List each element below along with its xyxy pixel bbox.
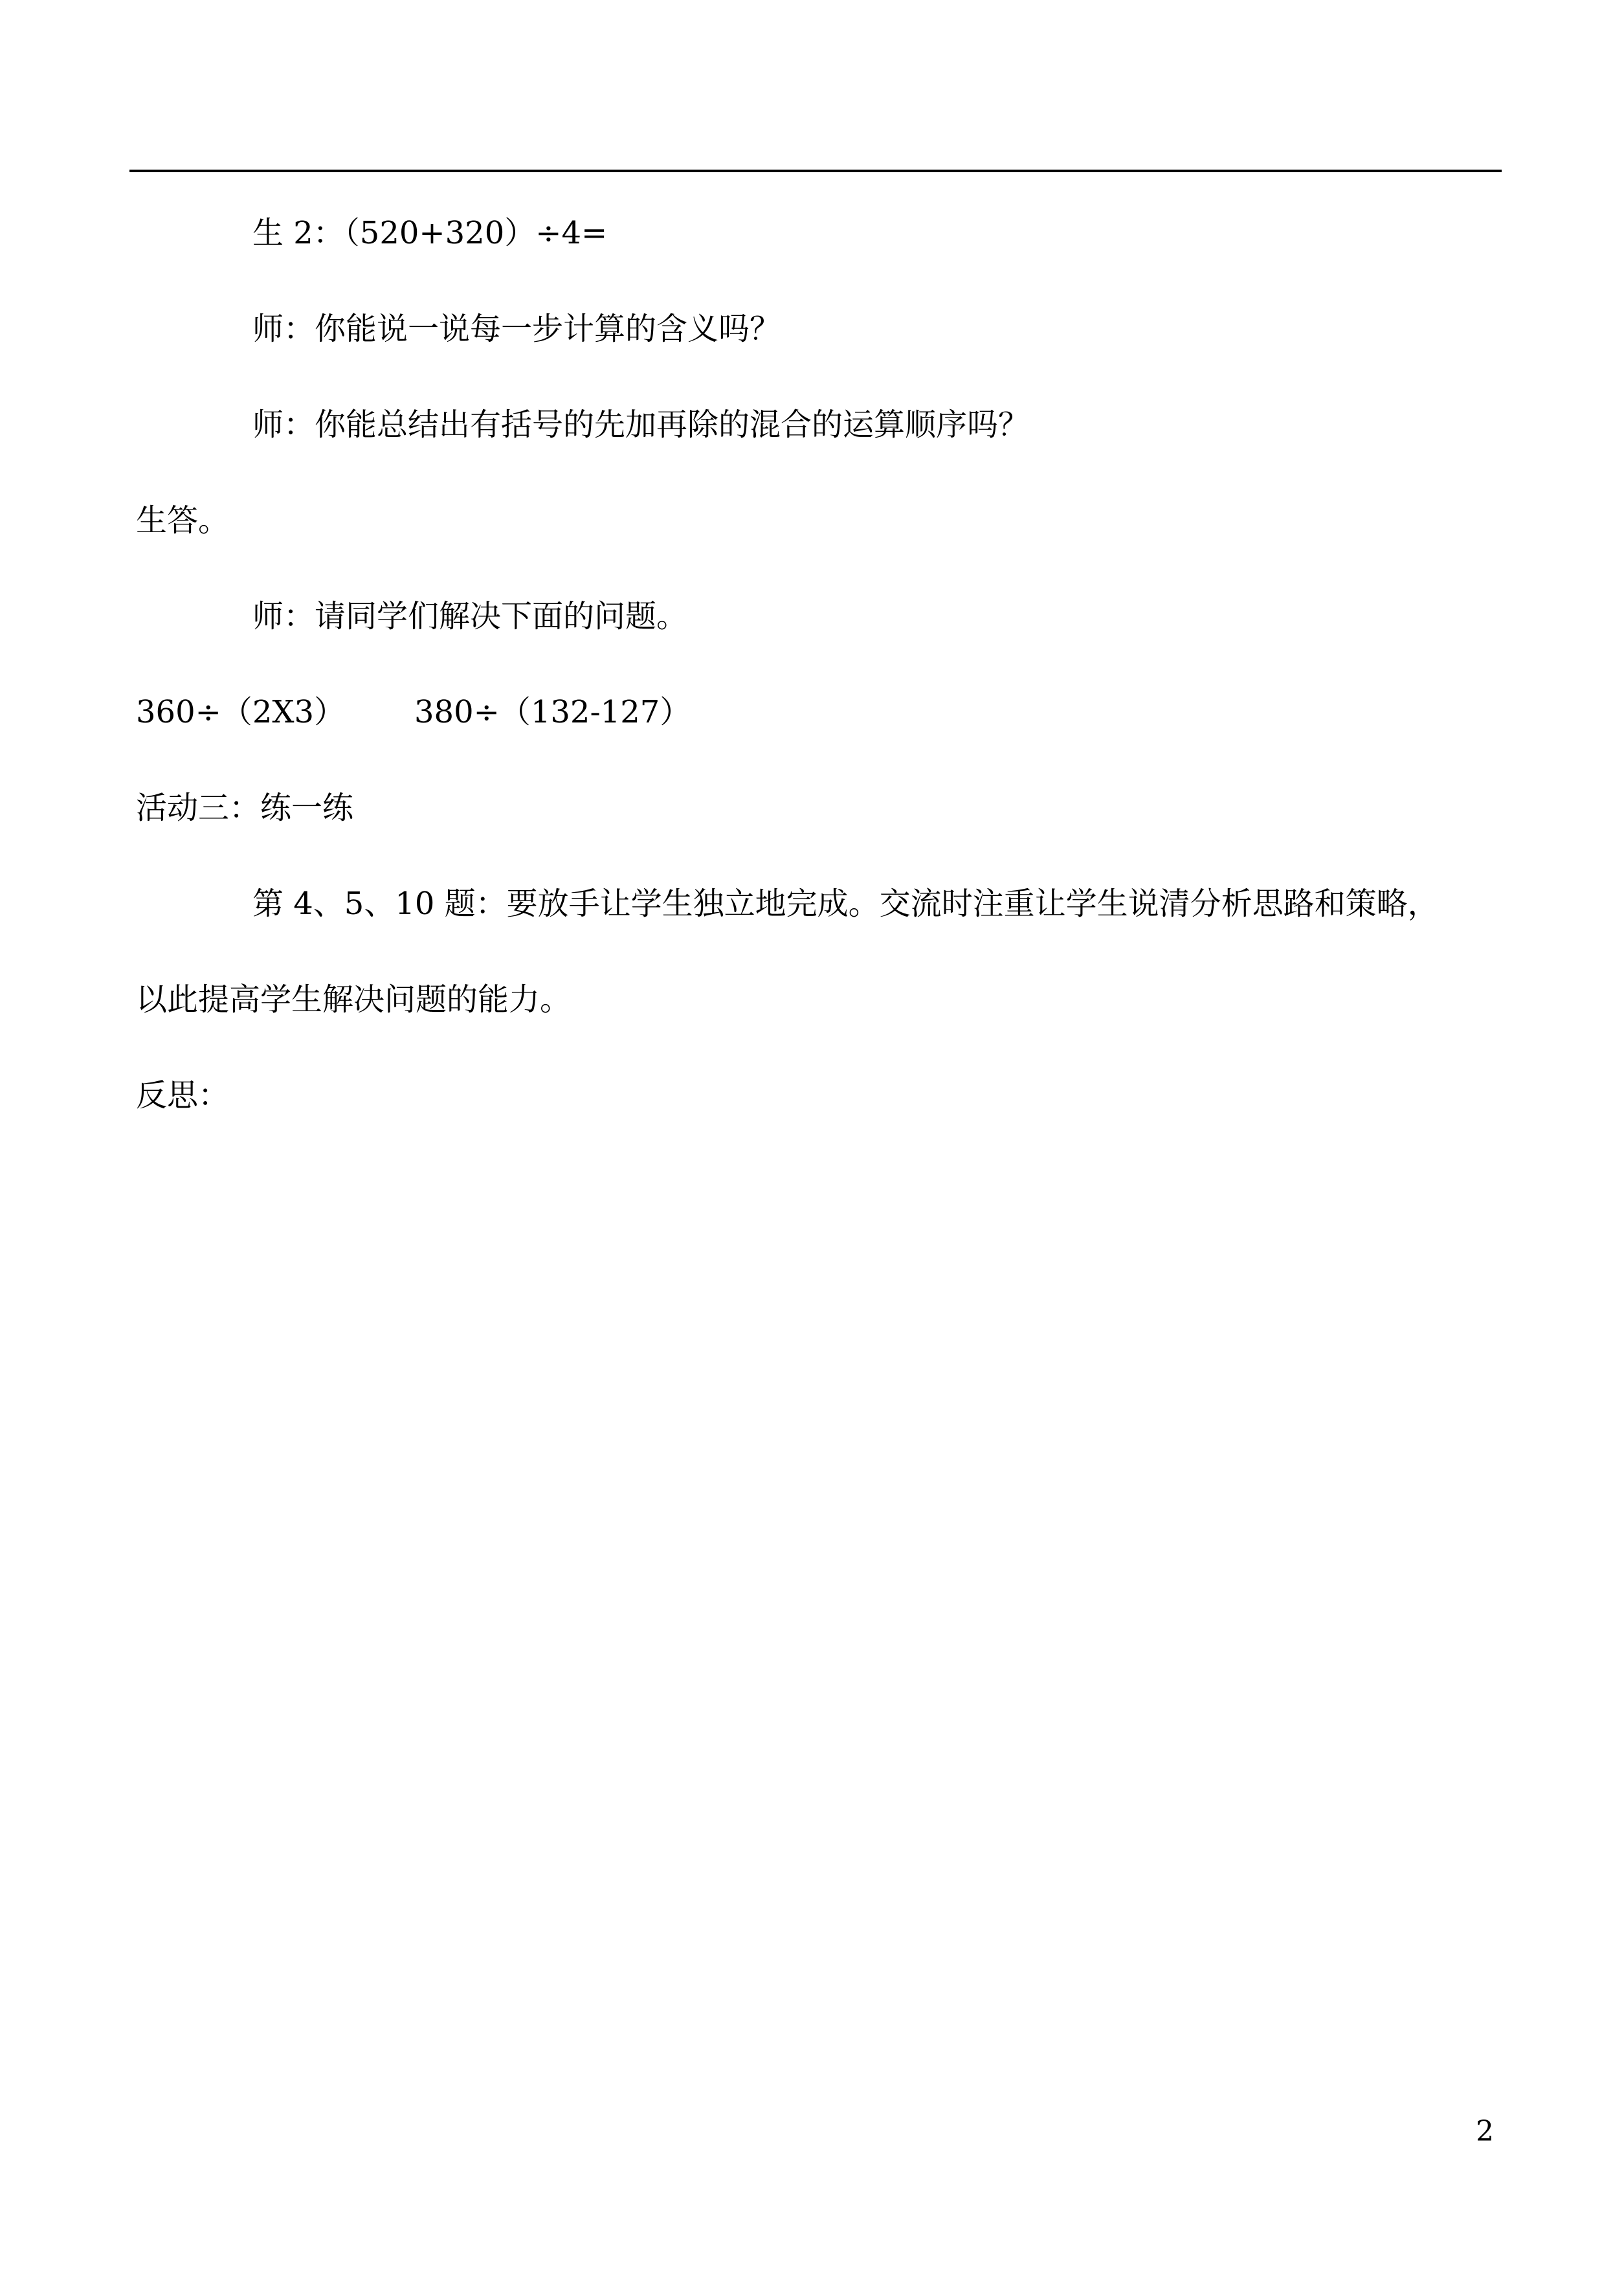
practice-paragraph-line-1: 第 4、5、10 题：要放手让学生独立地完成。交流时注重让学生说清分析思路和策略， [252, 886, 1439, 922]
teacher-question-order: 师：你能总结出有括号的先加再除的混合的运算顺序吗？ [252, 407, 1030, 443]
page-number: 2 [1476, 2115, 1494, 2148]
reflection-heading: 反思： [136, 1077, 230, 1113]
student-answers: 生答。 [136, 502, 230, 539]
expression-1: 360÷（2X3） [136, 694, 346, 730]
header-rule [129, 170, 1502, 172]
student-2-answer: 生 2：（520+320）÷4= [252, 215, 608, 251]
expression-2: 380÷（132-127） [414, 694, 691, 730]
teacher-question-meaning: 师：你能说一说每一步计算的含义吗？ [252, 311, 781, 347]
practice-paragraph-line-2: 以此提高学生解决问题的能力。 [136, 981, 572, 1018]
activity-three-heading: 活动三：练一练 [136, 790, 354, 826]
teacher-instruction: 师：请同学们解决下面的问题。 [252, 598, 688, 634]
